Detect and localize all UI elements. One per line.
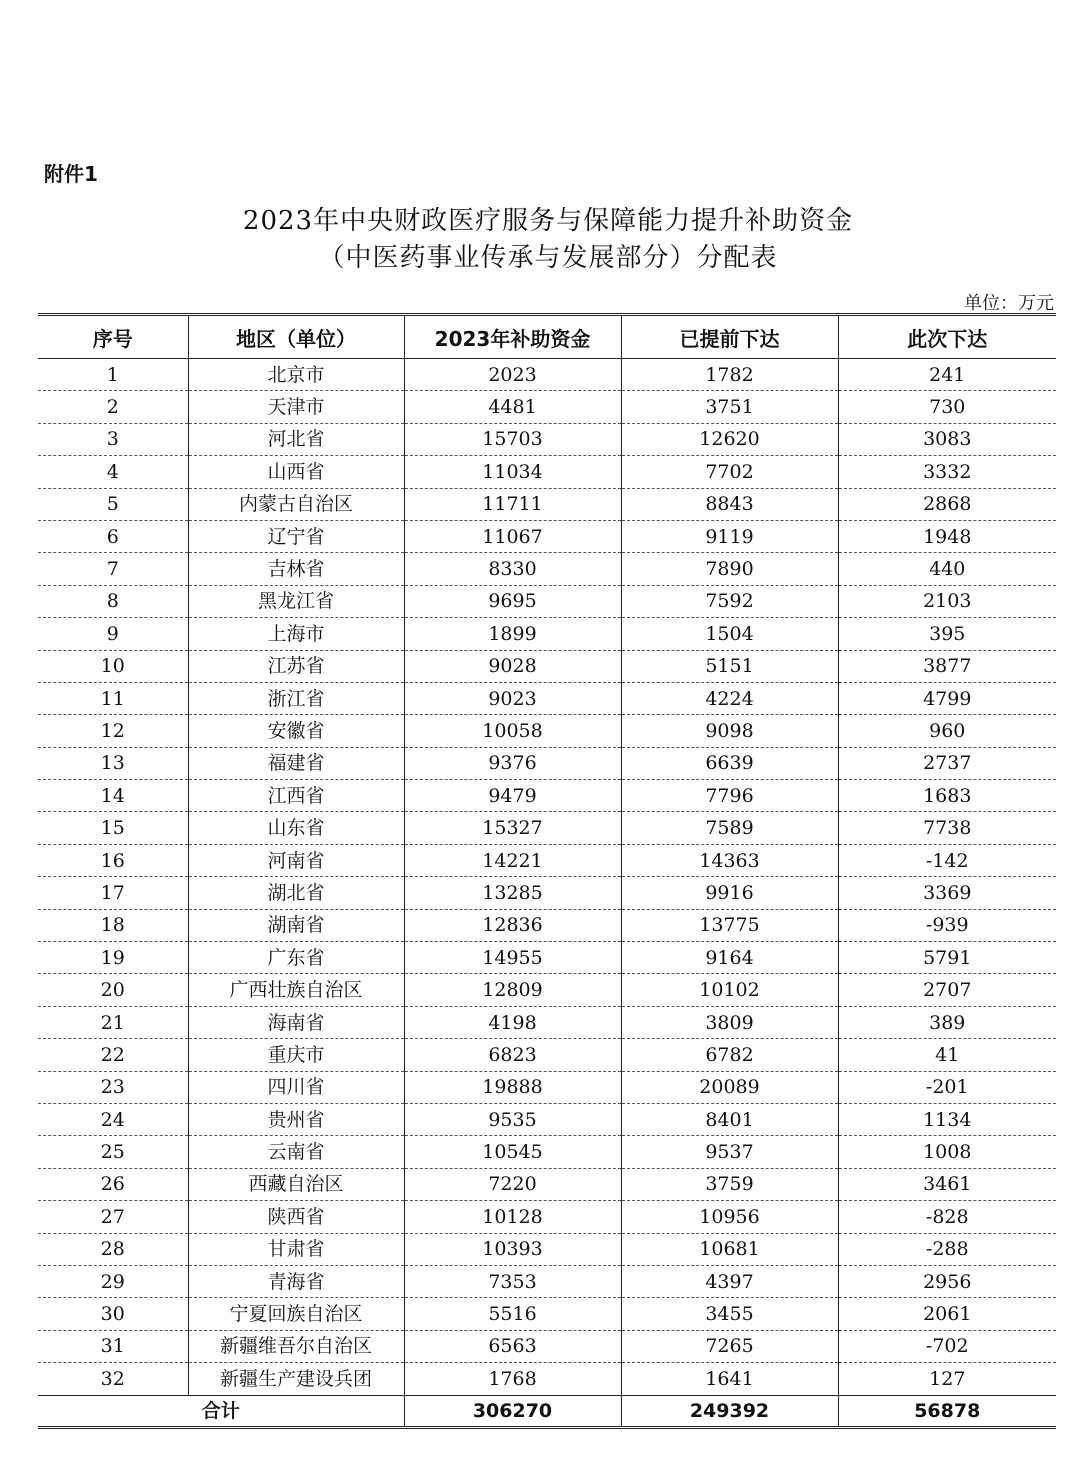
cell-region: 陕西省 bbox=[188, 1201, 404, 1233]
cell-index: 8 bbox=[38, 585, 188, 617]
cell-region: 吉林省 bbox=[188, 553, 404, 585]
table-row bbox=[38, 650, 1056, 682]
cell-region: 黑龙江省 bbox=[188, 585, 404, 617]
table-row bbox=[38, 423, 1056, 455]
cell-region: 福建省 bbox=[188, 747, 404, 779]
cell-advanced: 7702 bbox=[621, 456, 838, 488]
cell-this-time: -939 bbox=[838, 909, 1056, 941]
table-row bbox=[38, 1201, 1056, 1233]
cell-this-time: 7738 bbox=[838, 812, 1056, 844]
cell-subsidy: 9535 bbox=[404, 1103, 621, 1135]
cell-index: 25 bbox=[38, 1136, 188, 1168]
cell-advanced: 5151 bbox=[621, 650, 838, 682]
cell-region: 山西省 bbox=[188, 456, 404, 488]
cell-advanced: 10681 bbox=[621, 1233, 838, 1265]
cell-region: 北京市 bbox=[188, 359, 404, 391]
table-row bbox=[38, 1168, 1056, 1200]
cell-subsidy: 9695 bbox=[404, 585, 621, 617]
cell-this-time: 440 bbox=[838, 553, 1056, 585]
cell-advanced: 3809 bbox=[621, 1006, 838, 1038]
cell-subsidy: 9376 bbox=[404, 747, 621, 779]
table-row bbox=[38, 1265, 1056, 1297]
cell-subsidy: 10128 bbox=[404, 1201, 621, 1233]
cell-index: 15 bbox=[38, 812, 188, 844]
header-index: 序号 bbox=[38, 315, 188, 359]
table-header-row bbox=[38, 315, 1056, 359]
table-row bbox=[38, 359, 1056, 391]
unit-label: 单位：万元 bbox=[964, 293, 1054, 314]
cell-region: 江苏省 bbox=[188, 650, 404, 682]
cell-advanced: 9164 bbox=[621, 942, 838, 974]
table-row bbox=[38, 456, 1056, 488]
table-row bbox=[38, 974, 1056, 1006]
table-row bbox=[38, 553, 1056, 585]
cell-index: 11 bbox=[38, 682, 188, 714]
cell-subsidy: 11067 bbox=[404, 520, 621, 552]
cell-advanced: 20089 bbox=[621, 1071, 838, 1103]
total-advanced: 249392 bbox=[621, 1395, 838, 1427]
cell-index: 12 bbox=[38, 715, 188, 747]
cell-index: 5 bbox=[38, 488, 188, 520]
cell-index: 14 bbox=[38, 780, 188, 812]
cell-advanced: 7796 bbox=[621, 780, 838, 812]
cell-region: 新疆维吾尔自治区 bbox=[188, 1330, 404, 1362]
cell-this-time: -201 bbox=[838, 1071, 1056, 1103]
cell-subsidy: 1768 bbox=[404, 1363, 621, 1395]
table-row bbox=[38, 1136, 1056, 1168]
cell-subsidy: 12836 bbox=[404, 909, 621, 941]
cell-subsidy: 1899 bbox=[404, 618, 621, 650]
cell-this-time: 3083 bbox=[838, 423, 1056, 455]
cell-this-time: 3461 bbox=[838, 1168, 1056, 1200]
cell-subsidy: 19888 bbox=[404, 1071, 621, 1103]
cell-advanced: 1782 bbox=[621, 359, 838, 391]
cell-advanced: 9916 bbox=[621, 877, 838, 909]
table-row bbox=[38, 618, 1056, 650]
cell-this-time: 3877 bbox=[838, 650, 1056, 682]
table-row bbox=[38, 1298, 1056, 1330]
cell-index: 32 bbox=[38, 1363, 188, 1395]
cell-index: 18 bbox=[38, 909, 188, 941]
cell-index: 1 bbox=[38, 359, 188, 391]
cell-index: 3 bbox=[38, 423, 188, 455]
table-row bbox=[38, 844, 1056, 876]
cell-region: 河南省 bbox=[188, 844, 404, 876]
table-row bbox=[38, 1071, 1056, 1103]
cell-region: 海南省 bbox=[188, 1006, 404, 1038]
cell-region: 天津市 bbox=[188, 391, 404, 423]
total-subsidy: 306270 bbox=[404, 1395, 621, 1427]
cell-this-time: 2061 bbox=[838, 1298, 1056, 1330]
cell-advanced: 3751 bbox=[621, 391, 838, 423]
table-row bbox=[38, 520, 1056, 552]
header-advanced: 已提前下达 bbox=[621, 315, 838, 359]
cell-region: 贵州省 bbox=[188, 1103, 404, 1135]
cell-region: 新疆生产建设兵团 bbox=[188, 1363, 404, 1395]
table-body bbox=[38, 359, 1056, 1428]
header-region: 地区（单位） bbox=[188, 315, 404, 359]
cell-region: 湖南省 bbox=[188, 909, 404, 941]
cell-advanced: 1504 bbox=[621, 618, 838, 650]
table-row bbox=[38, 780, 1056, 812]
total-this-time: 56878 bbox=[838, 1395, 1056, 1427]
cell-index: 19 bbox=[38, 942, 188, 974]
cell-advanced: 6639 bbox=[621, 747, 838, 779]
cell-this-time: 730 bbox=[838, 391, 1056, 423]
cell-subsidy: 9479 bbox=[404, 780, 621, 812]
cell-subsidy: 11711 bbox=[404, 488, 621, 520]
table-row bbox=[38, 747, 1056, 779]
table-row bbox=[38, 942, 1056, 974]
table-row bbox=[38, 1039, 1056, 1071]
cell-this-time: 1008 bbox=[838, 1136, 1056, 1168]
cell-advanced: 9119 bbox=[621, 520, 838, 552]
cell-subsidy: 13285 bbox=[404, 877, 621, 909]
cell-this-time: 2103 bbox=[838, 585, 1056, 617]
total-row bbox=[38, 1395, 1056, 1427]
cell-subsidy: 8330 bbox=[404, 553, 621, 585]
table-row bbox=[38, 909, 1056, 941]
cell-advanced: 8401 bbox=[621, 1103, 838, 1135]
cell-index: 28 bbox=[38, 1233, 188, 1265]
cell-index: 7 bbox=[38, 553, 188, 585]
cell-region: 甘肃省 bbox=[188, 1233, 404, 1265]
attachment-label: 附件1 bbox=[44, 162, 98, 186]
cell-this-time: 389 bbox=[838, 1006, 1056, 1038]
table-row bbox=[38, 877, 1056, 909]
table-row bbox=[38, 488, 1056, 520]
cell-this-time: 2707 bbox=[838, 974, 1056, 1006]
cell-index: 24 bbox=[38, 1103, 188, 1135]
cell-advanced: 10956 bbox=[621, 1201, 838, 1233]
cell-subsidy: 10393 bbox=[404, 1233, 621, 1265]
cell-region: 云南省 bbox=[188, 1136, 404, 1168]
cell-advanced: 8843 bbox=[621, 488, 838, 520]
cell-advanced: 4224 bbox=[621, 682, 838, 714]
cell-advanced: 3759 bbox=[621, 1168, 838, 1200]
cell-this-time: 2956 bbox=[838, 1265, 1056, 1297]
cell-subsidy: 6823 bbox=[404, 1039, 621, 1071]
total-label: 合计 bbox=[38, 1395, 404, 1427]
cell-advanced: 12620 bbox=[621, 423, 838, 455]
cell-advanced: 13775 bbox=[621, 909, 838, 941]
cell-advanced: 9098 bbox=[621, 715, 838, 747]
cell-advanced: 9537 bbox=[621, 1136, 838, 1168]
cell-subsidy: 14221 bbox=[404, 844, 621, 876]
cell-advanced: 1641 bbox=[621, 1363, 838, 1395]
cell-subsidy: 10058 bbox=[404, 715, 621, 747]
cell-this-time: 1948 bbox=[838, 520, 1056, 552]
cell-subsidy: 2023 bbox=[404, 359, 621, 391]
cell-region: 内蒙古自治区 bbox=[188, 488, 404, 520]
cell-subsidy: 5516 bbox=[404, 1298, 621, 1330]
cell-region: 广东省 bbox=[188, 942, 404, 974]
cell-subsidy: 14955 bbox=[404, 942, 621, 974]
cell-advanced: 7592 bbox=[621, 585, 838, 617]
table-row bbox=[38, 585, 1056, 617]
cell-subsidy: 12809 bbox=[404, 974, 621, 1006]
cell-subsidy: 7353 bbox=[404, 1265, 621, 1297]
cell-region: 宁夏回族自治区 bbox=[188, 1298, 404, 1330]
cell-region: 江西省 bbox=[188, 780, 404, 812]
header-subsidy: 2023年补助资金 bbox=[404, 315, 621, 359]
cell-region: 西藏自治区 bbox=[188, 1168, 404, 1200]
cell-index: 29 bbox=[38, 1265, 188, 1297]
cell-this-time: 1134 bbox=[838, 1103, 1056, 1135]
cell-index: 30 bbox=[38, 1298, 188, 1330]
cell-advanced: 7890 bbox=[621, 553, 838, 585]
cell-index: 20 bbox=[38, 974, 188, 1006]
cell-index: 4 bbox=[38, 456, 188, 488]
cell-advanced: 3455 bbox=[621, 1298, 838, 1330]
cell-index: 16 bbox=[38, 844, 188, 876]
cell-region: 浙江省 bbox=[188, 682, 404, 714]
cell-index: 26 bbox=[38, 1168, 188, 1200]
table-row bbox=[38, 1103, 1056, 1135]
cell-this-time: -828 bbox=[838, 1201, 1056, 1233]
cell-advanced: 6782 bbox=[621, 1039, 838, 1071]
cell-this-time: 41 bbox=[838, 1039, 1056, 1071]
cell-region: 广西壮族自治区 bbox=[188, 974, 404, 1006]
cell-subsidy: 15703 bbox=[404, 423, 621, 455]
cell-this-time: 395 bbox=[838, 618, 1056, 650]
cell-region: 青海省 bbox=[188, 1265, 404, 1297]
cell-this-time: -142 bbox=[838, 844, 1056, 876]
cell-index: 2 bbox=[38, 391, 188, 423]
cell-this-time: 241 bbox=[838, 359, 1056, 391]
cell-region: 上海市 bbox=[188, 618, 404, 650]
cell-subsidy: 11034 bbox=[404, 456, 621, 488]
cell-index: 10 bbox=[38, 650, 188, 682]
cell-region: 辽宁省 bbox=[188, 520, 404, 552]
cell-this-time: 960 bbox=[838, 715, 1056, 747]
cell-index: 27 bbox=[38, 1201, 188, 1233]
table-row bbox=[38, 391, 1056, 423]
cell-advanced: 4397 bbox=[621, 1265, 838, 1297]
table-row bbox=[38, 715, 1056, 747]
cell-index: 17 bbox=[38, 877, 188, 909]
cell-subsidy: 10545 bbox=[404, 1136, 621, 1168]
cell-this-time: -702 bbox=[838, 1330, 1056, 1362]
cell-region: 重庆市 bbox=[188, 1039, 404, 1071]
table-row bbox=[38, 1363, 1056, 1395]
cell-subsidy: 6563 bbox=[404, 1330, 621, 1362]
cell-this-time: 1683 bbox=[838, 780, 1056, 812]
document-subtitle: （中医药事业传承与发展部分）分配表 bbox=[318, 243, 778, 273]
cell-index: 9 bbox=[38, 618, 188, 650]
cell-this-time: 2868 bbox=[838, 488, 1056, 520]
cell-this-time: 2737 bbox=[838, 747, 1056, 779]
cell-region: 山东省 bbox=[188, 812, 404, 844]
cell-region: 安徽省 bbox=[188, 715, 404, 747]
cell-index: 23 bbox=[38, 1071, 188, 1103]
table-row bbox=[38, 682, 1056, 714]
cell-subsidy: 9023 bbox=[404, 682, 621, 714]
cell-this-time: 4799 bbox=[838, 682, 1056, 714]
header-this-time: 此次下达 bbox=[838, 315, 1056, 359]
cell-this-time: 3332 bbox=[838, 456, 1056, 488]
cell-this-time: 5791 bbox=[838, 942, 1056, 974]
cell-subsidy: 7220 bbox=[404, 1168, 621, 1200]
cell-advanced: 7589 bbox=[621, 812, 838, 844]
cell-subsidy: 4481 bbox=[404, 391, 621, 423]
cell-index: 22 bbox=[38, 1039, 188, 1071]
cell-advanced: 14363 bbox=[621, 844, 838, 876]
allocation-table bbox=[38, 313, 1056, 1429]
document-title: 2023年中央财政医疗服务与保障能力提升补助资金 bbox=[242, 206, 854, 236]
cell-region: 湖北省 bbox=[188, 877, 404, 909]
cell-index: 21 bbox=[38, 1006, 188, 1038]
cell-index: 13 bbox=[38, 747, 188, 779]
table-row bbox=[38, 1330, 1056, 1362]
cell-advanced: 7265 bbox=[621, 1330, 838, 1362]
cell-subsidy: 9028 bbox=[404, 650, 621, 682]
cell-index: 31 bbox=[38, 1330, 188, 1362]
cell-this-time: -288 bbox=[838, 1233, 1056, 1265]
cell-subsidy: 4198 bbox=[404, 1006, 621, 1038]
table-row bbox=[38, 1233, 1056, 1265]
table-row bbox=[38, 812, 1056, 844]
cell-advanced: 10102 bbox=[621, 974, 838, 1006]
cell-this-time: 127 bbox=[838, 1363, 1056, 1395]
table-row bbox=[38, 1006, 1056, 1038]
cell-region: 四川省 bbox=[188, 1071, 404, 1103]
cell-index: 6 bbox=[38, 520, 188, 552]
cell-this-time: 3369 bbox=[838, 877, 1056, 909]
cell-region: 河北省 bbox=[188, 423, 404, 455]
cell-subsidy: 15327 bbox=[404, 812, 621, 844]
